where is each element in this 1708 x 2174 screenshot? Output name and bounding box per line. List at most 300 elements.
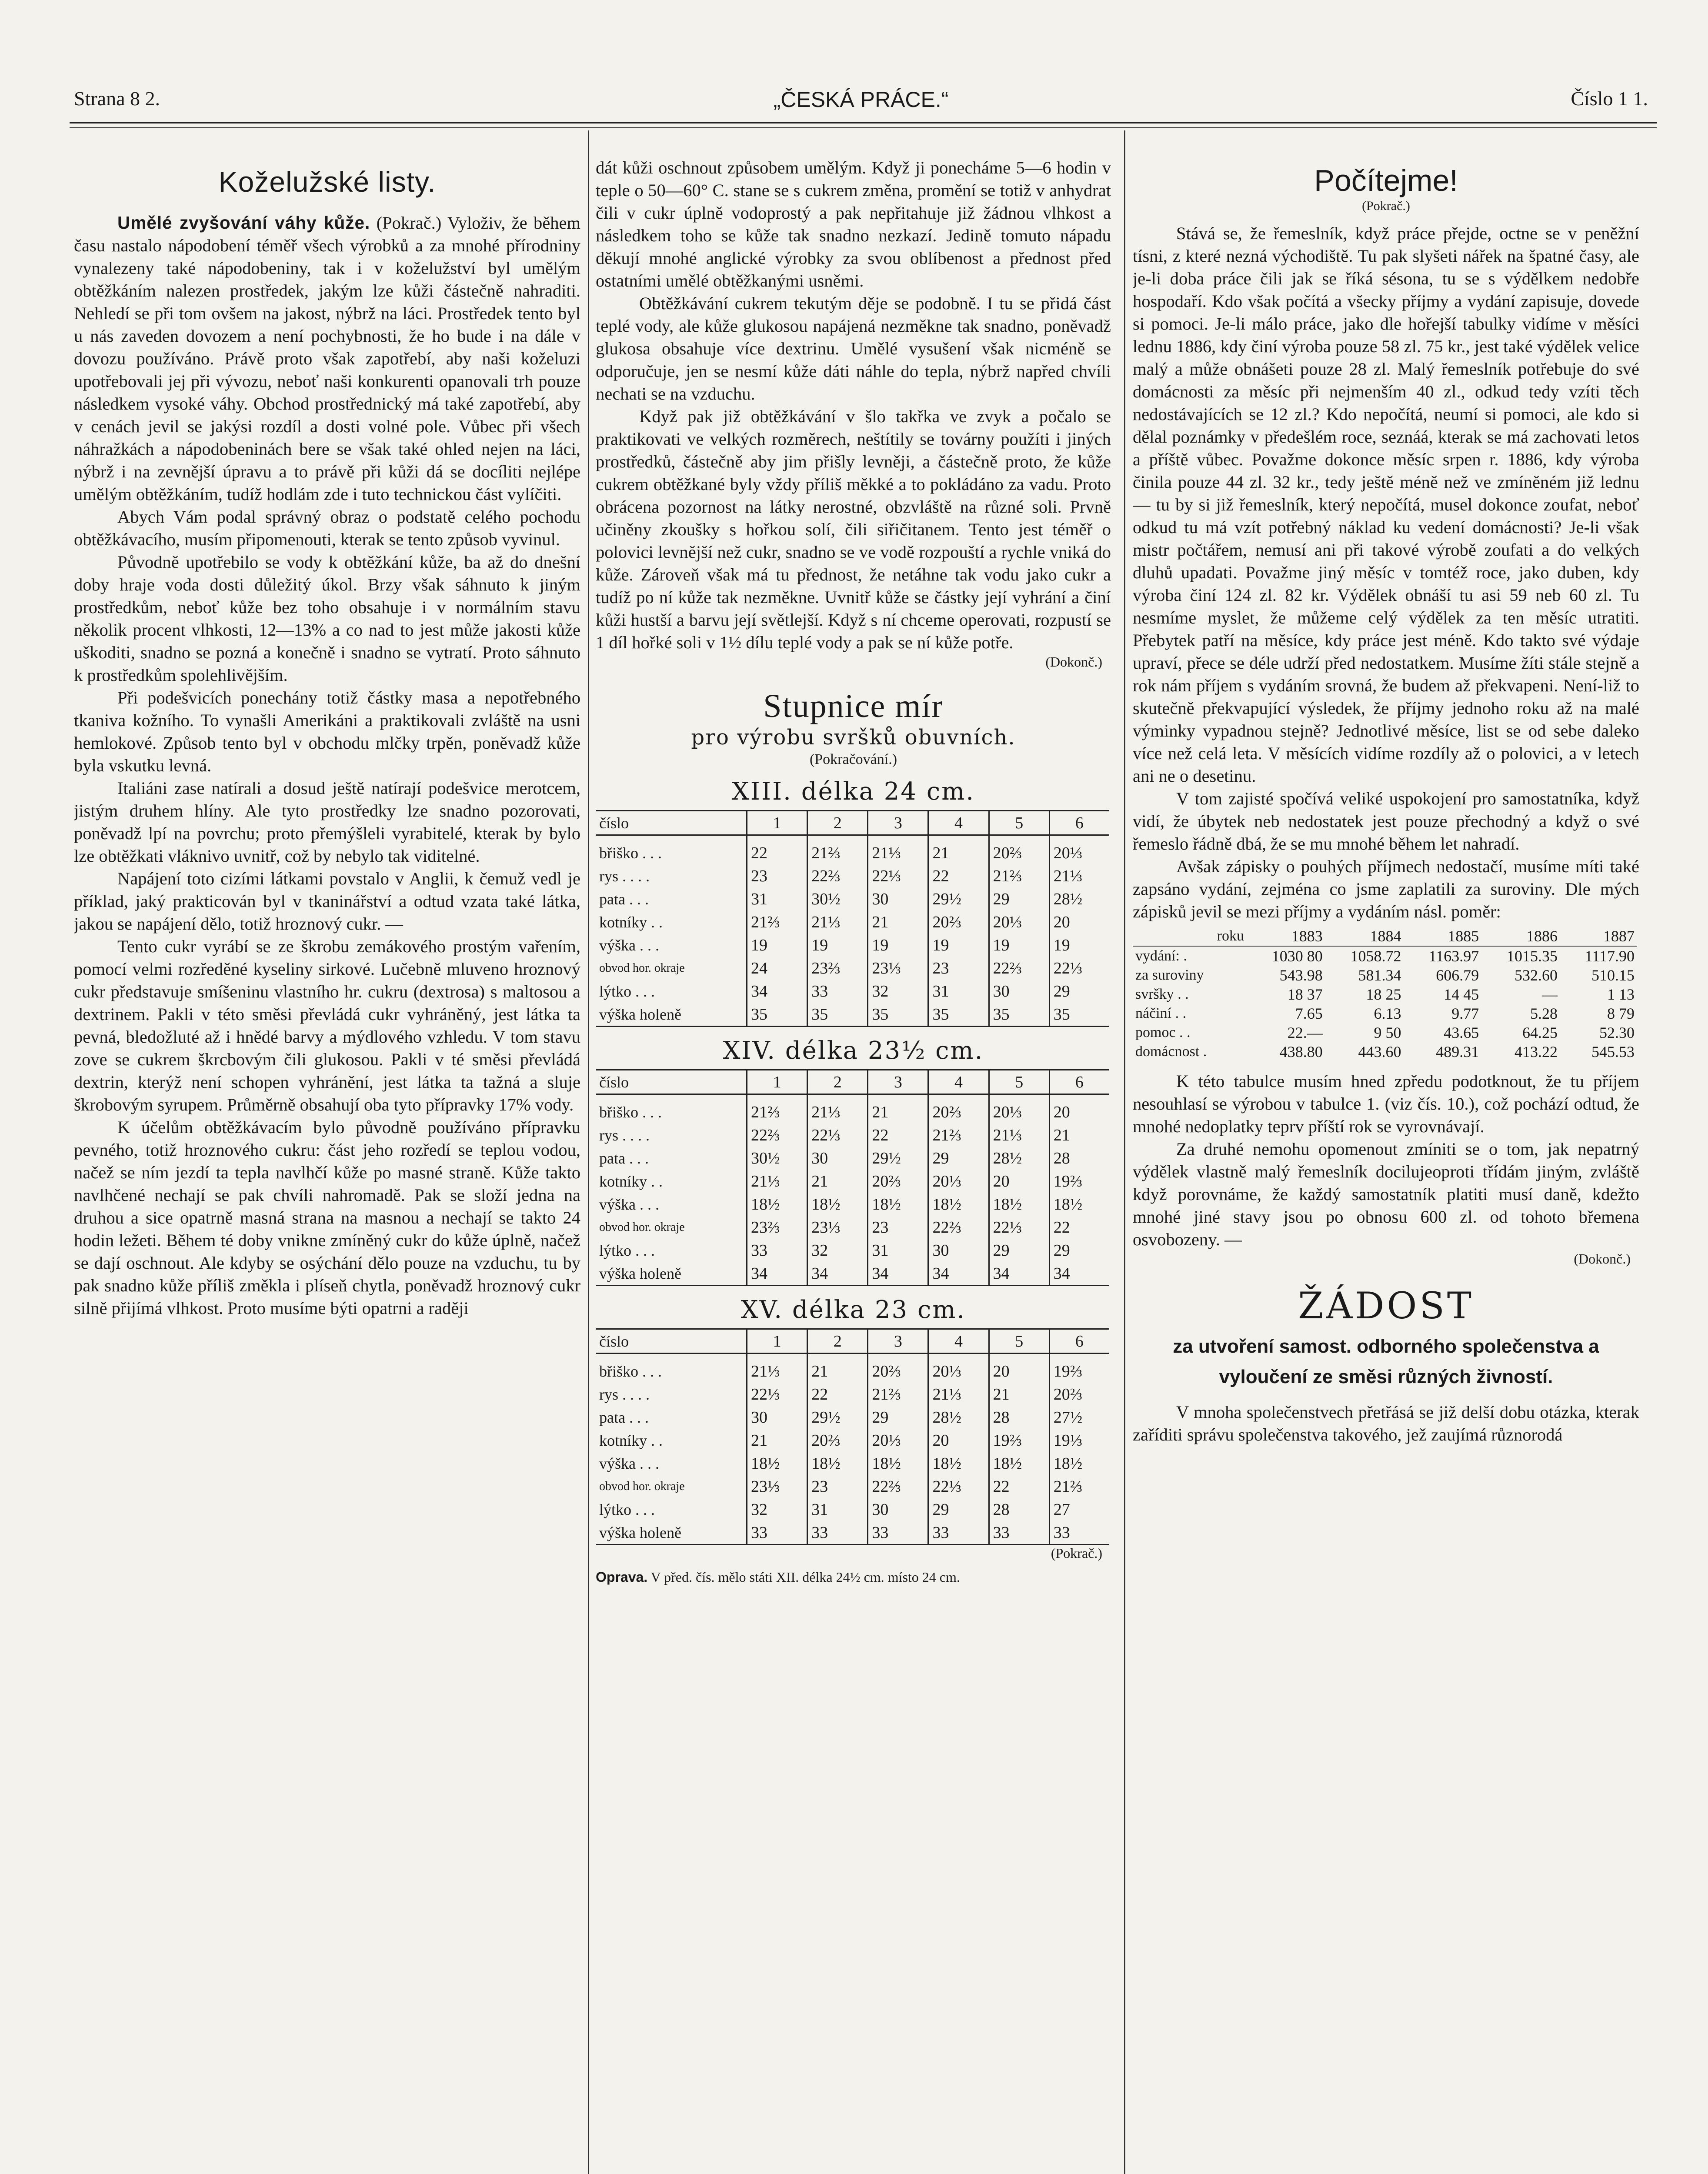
value-cell: 23⅓ xyxy=(747,1475,807,1498)
value-cell: 18½ xyxy=(868,1193,928,1216)
header-number-cell: 4 xyxy=(928,811,989,835)
correction-note xyxy=(596,1568,1111,1586)
value-cell: 30 xyxy=(989,980,1049,1003)
value-cell: 21 xyxy=(989,1383,1049,1406)
row-label-cell: za suroviny xyxy=(1135,967,1204,983)
value-cell: 22⅔ xyxy=(807,864,868,887)
column-2 xyxy=(596,157,1111,2174)
value-cell: 18½ xyxy=(928,1452,989,1475)
paragraph: K účelům obtěžkávacím bylo původně používáno přípravku pevného, totiž hroznového cukru: část jeho rozředí se teplou vodou, načež se ním jezdí ta tepla navlhčí kůže po masné straně. Kůže takto navlhčené nechají se pak chvíli nahromadě. Pak se složí jedna na druhou a sice opatrně masná strana na masnou a nechají se takto 24 hodin ležeti. Během té doby vnikne zmíněný cukr do kůže úplně, načež se dají oschnout. Ale kdyby se osýchání dělo pouze na vzduchu, tu by pak snadno kůže příliš změkla i plíseň chytla, poněvadž hroznový cukr silně přijímá vlhkost. Proto musíme býti opatrni a raději xyxy=(74,1117,580,1318)
value-cell: 33 xyxy=(1049,1521,1109,1545)
row-label-cell: svršky . . xyxy=(1135,986,1189,1002)
header-number-cell: 1 xyxy=(747,811,807,835)
paragraph: Stává se, že řemeslník, když práce přejde, octne se v peněžní tísni, z které nezná východiště. Tu pak slyšeti nářek na špatné časy, ale je-li doba práce čili jak se říká sésona, tu se s výdělkem nedobře hospodaří. Kdo však počítá a všecky příjmy a vydání zapisuje, dovede si pomoci. Je-li málo práce, jako dle hořejší tabulky vidíme v měsíci lednu 1886, kdy činí výroba pouze 58 zl. 75 kr., jest také výdělek velice malý a může obnášeti pouze 28 zl. Malý řemeslník potřebuje do své domácnosti za měsíc při nejmenším 40 zl., odkud tedy vzíti těch nedostávajících se 12 zl.? Kdo nepočítá, neumí si pomoci, ale kdo si dělal poznámky v předešlém roce, seznáá, kterak se má zachovati letos a příště vůbec. Považme dokonce měsíc srpen r. 1886, kdy výroba činila pouze 44 zl. 32 kr., tedy ještě méně než ve zmíněném již lednu — tu by si již řemeslník, který nepočítá, musel dokonce zoufat, neboť odkud tu má vzít potřebný náklad ku vedení domácnosti? Je-li však mistr počtářem, nemusí ani při takové výrobě zoufati a do velkých dluhů upadati. Považme jiný měsíc v tomtéž roce, jako duben, kdy výroba činí 124 zl. 82 kr. Výdělek obnáší tu asi 59 neb 60 zl. Tu nesmíme myslet, že můžeme celý výdělek za ten měsíc utratiti. Přebytek patří na měsíce, kdy práce jest méně. Kdo takto své výdaje upraví, přece se déle udrží před nedostatkem. Musíme žíti stále stejně a rok nám příjem s vydáním srovná, že budem až překvapeni. Není-liž to skutečně překvapující výsledek, že příjmy jednoho roku až na malé výminky vypadnou stejně? Jednotlivé měsíce, list se od sebe daleko více než celá leta. V měsících vidíme rozdíly až o polovici, a v letech ani ne o desetinu. xyxy=(1133,223,1639,786)
row-label-cell: výška holeně xyxy=(596,1521,747,1545)
value-cell: 9 50 xyxy=(1374,1024,1401,1041)
header-number-cell: 3 xyxy=(868,1070,928,1094)
paragraph: Avšak zápisky o pouhých příjmech nedostačí, musíme míti také zapsáno vydání, zejména co jsme zaplatili za suroviny. Dle mých zápisků jevil se mezi příjmy a vydáním násl. poměr: xyxy=(1133,857,1639,921)
issue-number: Číslo 1 1. xyxy=(1571,87,1648,110)
value-cell: 34 xyxy=(807,1262,868,1286)
value-cell: 18½ xyxy=(807,1452,868,1475)
value-cell: 20⅓ xyxy=(928,1354,989,1383)
value-cell: 23 xyxy=(807,1475,868,1498)
value-cell: 20 xyxy=(1049,1094,1109,1124)
value-cell: 22⅓ xyxy=(747,1383,807,1406)
table-row xyxy=(596,835,1109,865)
value-cell: 22 xyxy=(807,1383,868,1406)
value-cell: 20 xyxy=(989,1170,1049,1193)
row-label-cell: obvod hor. okraje xyxy=(599,1479,685,1493)
value-cell: 28½ xyxy=(928,1406,989,1429)
value-cell: 33 xyxy=(928,1521,989,1545)
value-cell: 21⅓ xyxy=(807,910,868,934)
row-label-cell: pata . . . xyxy=(599,890,649,908)
size-table-caption: XIV. délka 23½ cm. xyxy=(723,1037,984,1065)
value-cell: 29 xyxy=(928,1498,989,1521)
value-cell: 22⅓ xyxy=(868,864,928,887)
value-cell: 22.— xyxy=(1287,1024,1323,1041)
value-cell: 20⅔ xyxy=(989,835,1049,865)
value-cell: 18½ xyxy=(807,1193,868,1216)
value-cell: 22 xyxy=(989,1475,1049,1498)
zadost-subtitle-line-2: vyloučení ze směsi různých živností. xyxy=(1219,1366,1553,1387)
value-cell: 28 xyxy=(1049,1147,1109,1170)
header-label-cell: číslo xyxy=(596,1329,747,1354)
value-cell: 31 xyxy=(928,980,989,1003)
header-number-cell: 6 xyxy=(1049,1329,1109,1354)
row-label-cell: domácnost . xyxy=(1135,1044,1207,1060)
value-cell: 18½ xyxy=(1049,1452,1109,1475)
row-label-cell: pomoc . . xyxy=(1135,1024,1191,1040)
value-cell: 22⅓ xyxy=(928,1475,989,1498)
table-row xyxy=(1133,985,1637,1004)
stupnice-subtitle: pro výrobu svršků obuvních. xyxy=(691,725,1016,750)
value-cell: 22 xyxy=(747,835,807,865)
value-cell: 30 xyxy=(868,887,928,910)
value-cell: 29 xyxy=(989,1239,1049,1262)
header-number-cell: 6 xyxy=(1049,811,1109,835)
size-table-caption: XV. délka 23 cm. xyxy=(741,1296,966,1324)
value-cell: 22⅔ xyxy=(747,1124,807,1147)
value-cell: 34 xyxy=(747,980,807,1003)
row-label-cell: pata . . . xyxy=(599,1149,649,1167)
value-cell: 27 xyxy=(1049,1498,1109,1521)
value-cell: 33 xyxy=(989,1521,1049,1545)
value-cell: 29 xyxy=(1049,980,1109,1003)
value-cell: 43.65 xyxy=(1444,1024,1479,1041)
value-cell: 28½ xyxy=(1049,887,1109,910)
header-number-cell: 3 xyxy=(868,811,928,835)
row-label-cell: kotníky . . xyxy=(599,1172,663,1190)
size-table xyxy=(596,1069,1109,1286)
value-cell: 30½ xyxy=(807,887,868,910)
value-cell: 19 xyxy=(868,934,928,957)
row-label-cell: rys . . . . xyxy=(599,1126,650,1144)
table-row xyxy=(596,980,1109,1003)
value-cell: 1117.90 xyxy=(1585,947,1635,965)
table-row xyxy=(596,887,1109,910)
zadost-subtitle-line-1: za utvoření samost. odborného společenstva a xyxy=(1173,1336,1599,1357)
size-table-header-row xyxy=(596,811,1109,835)
table-row xyxy=(596,1193,1109,1216)
row-label-cell: obvod hor. okraje xyxy=(599,961,685,975)
row-label-cell: břiško . . . xyxy=(599,1362,662,1380)
stupnice-title: Stupnice mír xyxy=(763,688,944,724)
row-label-cell: pata . . . xyxy=(599,1408,649,1426)
row-label-cell: výška . . . xyxy=(599,1195,659,1213)
value-cell: 35 xyxy=(747,1003,807,1027)
value-cell: 1015.35 xyxy=(1507,947,1558,965)
value-cell: 18½ xyxy=(989,1452,1049,1475)
value-cell: 22⅓ xyxy=(807,1124,868,1147)
article-lead xyxy=(74,211,580,506)
value-cell: 7.65 xyxy=(1295,1005,1323,1022)
value-cell: 20⅔ xyxy=(928,1094,989,1124)
value-cell: 23⅓ xyxy=(868,957,928,980)
value-cell: 19 xyxy=(989,934,1049,957)
value-cell: 28½ xyxy=(989,1147,1049,1170)
header-number-cell: 2 xyxy=(807,1329,868,1354)
value-cell: 21⅓ xyxy=(747,1170,807,1193)
article-heading: Umělé zvyšování váhy kůže. xyxy=(117,213,370,233)
value-cell: 18½ xyxy=(747,1193,807,1216)
value-cell: 20 xyxy=(1049,910,1109,934)
value-cell: 32 xyxy=(807,1239,868,1262)
row-label-cell: výška holeně xyxy=(596,1003,747,1027)
table-row xyxy=(596,1354,1109,1383)
value-cell: 64.25 xyxy=(1522,1024,1558,1041)
value-cell: 30 xyxy=(747,1406,807,1429)
paragraph: Původně upotřebilo se vody k obtěžkání kůže, ba až do dnešní doby hraje voda dosti důležitý úkol. Brzy však sáhnuto k jiným prostředkům, neboť kůže bez toho obsahuje i v normálním stavu několik procent vlhkosti, 12—13% a co nad to jest může jakosti kůže uškoditi, snadno se pozná a konečně i snadno se vytratí. Proto sáhnuto k prostředkům spolehlivějším. xyxy=(74,552,580,685)
value-cell: 19 xyxy=(928,934,989,957)
value-cell: 18½ xyxy=(868,1452,928,1475)
value-cell: 21 xyxy=(1049,1124,1109,1147)
value-cell: 33 xyxy=(807,1521,868,1545)
paragraph: Když pak již obtěžkávání v šlo takřka ve zvyk a počalo se praktikovati ve velkých rozměrech, neštítily se továrny použíti i jiných prostředků, částečně aby jim přišly levněji, a částečně proto, že kůže cukrem obtěžkané byly vždy příliš měkké a to pokládáno za vadu. Proto obrácena pozornost na látky nerostné, obzvláště na různé soli. Prvně učiněny zkoušky s hořkou solí, čili siřičitanem. Tento jest téměř o polovici levnější než cukr, snadno se ve vodě rozpouští a rychle vniká do kůže. Zároveň však má tu přednost, že netáhne tak vodu jako cukr a tudíž po ní kůže tak nezměkne. Uvnitř kůže se částky její vyhrání a činí kůži hustší a barvu její světlejší. Když s ní chceme operovati, rozpustí se 1 díl hořké soli v 1½ dílu teplé vody a pak se ní kůže potře. xyxy=(596,407,1111,652)
value-cell: 581.34 xyxy=(1358,967,1401,984)
row-label-cell: náčiní . . xyxy=(1135,1005,1187,1021)
value-cell: 20⅔ xyxy=(868,1170,928,1193)
value-cell: 31 xyxy=(868,1239,928,1262)
value-cell: 30 xyxy=(868,1498,928,1521)
row-label-cell: břiško . . . xyxy=(599,844,662,862)
row-label-cell: obvod hor. okraje xyxy=(599,1220,685,1234)
column-divider-1 xyxy=(588,130,589,2174)
row-label-cell: rys . . . . xyxy=(599,867,650,885)
value-cell: 34 xyxy=(989,1262,1049,1286)
value-cell: 18 25 xyxy=(1366,986,1401,1003)
value-cell: 21⅔ xyxy=(747,910,807,934)
value-cell: 23 xyxy=(928,957,989,980)
value-cell: 22⅔ xyxy=(868,1475,928,1498)
paragraph: V tom zajisté spočívá veliké uspokojení pro samostatníka, když vidí, že úbytek neb nedostatek jest pouze přechodný a když o své řemeslo řádně dbá, že se mu mnohé během let nahradí. xyxy=(1133,789,1639,854)
paragraph: dát kůži oschnout způsobem umělým. Když ji ponecháme 5—6 hodin v teple o 50—60° C. stane se s cukrem změna, promění se totiž v anhydrat čili v cukr úplně vodoprostý a pak nepřitahuje již žádnou vlhkost a následkem toho se kůže tak snadno nezkazí. Jedině tomuto nápadu děkují mnohé anglické výrobky za svou oblíbenost a přednost před ostatními umělé obtěžkanými usněmi. xyxy=(596,158,1111,290)
value-cell: 21 xyxy=(807,1354,868,1383)
year-cell: 1887 xyxy=(1560,927,1637,946)
value-cell: 19⅓ xyxy=(1049,1429,1109,1452)
finance-table xyxy=(1133,927,1637,1061)
year-cell: 1885 xyxy=(1404,927,1481,946)
running-header xyxy=(74,87,1648,122)
value-cell: 22⅓ xyxy=(989,1216,1049,1239)
year-cell: 1884 xyxy=(1325,927,1404,946)
value-cell: 18½ xyxy=(1049,1193,1109,1216)
paragraph: K této tabulce musím hned zpředu podotknout, že tu příjem nesouhlasí se výrobou v tabulce 1. (viz čís. 10.), což pochází odtud, že mnohé nedoplatky teprv příští rok se vyrovnávají. xyxy=(1133,1071,1639,1136)
value-cell: 32 xyxy=(747,1498,807,1521)
value-cell: 30½ xyxy=(747,1147,807,1170)
value-cell: 20⅔ xyxy=(928,910,989,934)
value-cell: 18½ xyxy=(928,1193,989,1216)
value-cell: 443.60 xyxy=(1358,1043,1401,1060)
value-cell: 21⅓ xyxy=(1049,864,1109,887)
value-cell: 27½ xyxy=(1049,1406,1109,1429)
value-cell: 22⅓ xyxy=(1049,957,1109,980)
value-cell: 23 xyxy=(868,1216,928,1239)
row-label-cell: lýtko . . . xyxy=(599,1500,655,1518)
row-label-cell: břiško . . . xyxy=(599,1103,662,1121)
value-cell: 28 xyxy=(989,1498,1049,1521)
table-row xyxy=(596,1124,1109,1147)
section-title-kozeluzske: Koželužské listy. xyxy=(218,166,436,198)
value-cell: 22 xyxy=(928,864,989,887)
row-label-cell: kotníky . . xyxy=(599,1431,663,1449)
size-tables xyxy=(596,777,1111,1545)
value-cell: 6.13 xyxy=(1374,1005,1401,1022)
paragraph: Obtěžkávání cukrem tekutým děje se podobně. I tu se přidá část teplé vody, ale kůže glukosou napájená nezměkne tak snadno, poněvadž glukosa obsahuje více dextrinu. Umělé vysušení však nicméně se odporučuje, jen se nesmí kůže dáti náhle do tepla, nýbrž napřed chvíli nechati se na vzduchu. xyxy=(596,293,1111,403)
value-cell: 29 xyxy=(1049,1239,1109,1262)
value-cell: 21 xyxy=(807,1170,868,1193)
page-number: Strana 8 2. xyxy=(74,87,160,110)
row-label-cell: výška holeně xyxy=(596,1262,747,1286)
column-1 xyxy=(74,157,580,2174)
table-row xyxy=(596,1262,1109,1286)
table-row xyxy=(1133,966,1637,985)
value-cell: 20 xyxy=(989,1354,1049,1383)
correction-text: V před. čís. mělo státi XII. délka 24½ cm. místo 24 cm. xyxy=(651,1569,960,1585)
column-divider-2 xyxy=(1124,130,1125,2174)
paragraph: Tento cukr vyrábí se ze škrobu zemákového prostým vařením, pomocí velmi rozředěné kyseliny sirkové. Lučebně mluveno hroznový cukr představuje smíšeninu vlastního hr. cukru (dextrosa) s maltosou a dextrinem. Pakli v této směsi převládá cukr vyhráněný, jest látka ta pevná, bledožluté až i hnědé barvy a mýdlového vzhledu. V tom stavu zove se cukrem škrcbovým čili glukosou. Pakli v té směsi převládá dextrin, kterýž není schopen vyhránění, jest látka ta tažná a sluje škrobovým syrupem. Průměrně obsahují oba tyto přípravky 17% vody. xyxy=(74,937,580,1114)
article-title-pocitejme: Počítejme! xyxy=(1314,163,1458,197)
end-note: (Dokonč.) xyxy=(1045,654,1102,670)
value-cell: 19⅔ xyxy=(1049,1170,1109,1193)
value-cell: 21⅓ xyxy=(868,835,928,865)
header-number-cell: 5 xyxy=(989,1329,1049,1354)
value-cell: 29 xyxy=(928,1147,989,1170)
zadost-title: ŽÁDOST xyxy=(1298,1284,1474,1327)
value-cell: 438.80 xyxy=(1279,1043,1323,1060)
table-row xyxy=(1133,1004,1637,1023)
size-table-header-row xyxy=(596,1329,1109,1354)
size-table-header-row xyxy=(596,1070,1109,1094)
row-label-cell: kotníky . . xyxy=(599,913,663,931)
row-label-cell: výška . . . xyxy=(599,1454,659,1472)
row-label-cell: lýtko . . . xyxy=(599,1241,655,1259)
value-cell: 9.77 xyxy=(1451,1005,1479,1022)
value-cell: 32 xyxy=(868,980,928,1003)
header-number-cell: 2 xyxy=(807,1070,868,1094)
header-number-cell: 1 xyxy=(747,1329,807,1354)
value-cell: 34 xyxy=(1049,1262,1109,1286)
value-cell: 21⅔ xyxy=(989,864,1049,887)
value-cell: 23 xyxy=(747,864,807,887)
value-cell: 413.22 xyxy=(1515,1043,1558,1060)
value-cell: 30 xyxy=(807,1147,868,1170)
value-cell: 1163.97 xyxy=(1428,947,1479,965)
table-row xyxy=(596,1003,1109,1027)
value-cell: 510.15 xyxy=(1591,967,1635,984)
value-cell: 33 xyxy=(747,1239,807,1262)
paragraph: Napájení toto cizími látkami povstalo v Anglii, k čemuž vedl je příklad, jaký prakticován byl v tkaninářství a odtud vzata také látka, jakou se napájení dělo, totiž hroznový cukr. — xyxy=(74,869,580,934)
value-cell: 489.31 xyxy=(1436,1043,1479,1060)
table-row xyxy=(1133,946,1637,966)
value-cell: 22⅔ xyxy=(989,957,1049,980)
value-cell: 21⅔ xyxy=(807,835,868,865)
table-row xyxy=(596,957,1109,980)
end-note: (Dokonč.) xyxy=(1574,1251,1631,1267)
value-cell: — xyxy=(1542,986,1558,1003)
value-cell: 22 xyxy=(1049,1216,1109,1239)
table-row xyxy=(596,1094,1109,1124)
table-row xyxy=(596,1406,1109,1429)
table-row xyxy=(596,1383,1109,1406)
value-cell: 20⅔ xyxy=(868,1354,928,1383)
value-cell: 35 xyxy=(807,1003,868,1027)
paragraph: Za druhé nemohu opomenout zmíniti se o tom, jak nepatrný výdělek vlastně malý řemeslník docilujeoproti třídám jiným, zvláště když porovnáme, že každý samostatník platiti musí daně, kdežto mnohé jiné stavy jsou po obnosu 600 zl. od tohoto břemena osvobozeny. — xyxy=(1133,1139,1639,1249)
year-cell: 1883 xyxy=(1247,927,1325,946)
value-cell: 14 45 xyxy=(1444,986,1479,1003)
header-number-cell: 6 xyxy=(1049,1070,1109,1094)
value-cell: 31 xyxy=(807,1498,868,1521)
value-cell: 19 xyxy=(747,934,807,957)
value-cell: 34 xyxy=(747,1262,807,1286)
table-row xyxy=(1133,1023,1637,1042)
year-cell: 1886 xyxy=(1481,927,1560,946)
value-cell: 8 79 xyxy=(1607,1005,1635,1022)
value-cell: 1 13 xyxy=(1607,986,1635,1003)
row-label-cell: lýtko . . . xyxy=(599,982,655,1000)
table-row xyxy=(1133,1042,1637,1061)
row-label-cell: vydání: . xyxy=(1135,948,1187,964)
value-cell: 21⅔ xyxy=(747,1094,807,1124)
header-number-cell: 4 xyxy=(928,1070,989,1094)
value-cell: 20⅓ xyxy=(989,1094,1049,1124)
value-cell: 19 xyxy=(807,934,868,957)
value-cell: 18½ xyxy=(989,1193,1049,1216)
table-row xyxy=(596,864,1109,887)
value-cell: 29½ xyxy=(868,1147,928,1170)
paragraph: Italiáni zase natírali a dosud ještě natírají podešvice merotcem, jistým druhem hlíny. Ale tyto prostředky lze snadno pozorovati, poněvadž lpí na povrchu; proto přemýšleli vyrabitelé, kterak by bylo lze obtěžkati vláknivo uvnitř, což by nebylo tak viditelné. xyxy=(74,778,580,866)
value-cell: 29½ xyxy=(928,887,989,910)
value-cell: 35 xyxy=(868,1003,928,1027)
row-label-cell: rys . . . . xyxy=(599,1385,650,1403)
table-row xyxy=(596,1170,1109,1193)
table-row xyxy=(596,1239,1109,1262)
value-cell: 21⅓ xyxy=(928,1383,989,1406)
table-row xyxy=(596,1147,1109,1170)
header-label-cell: číslo xyxy=(596,1070,747,1094)
value-cell: 1030 80 xyxy=(1271,947,1323,965)
value-cell: 532.60 xyxy=(1515,967,1558,984)
finance-body xyxy=(1133,946,1637,1061)
value-cell: 543.98 xyxy=(1279,967,1323,984)
header-rule xyxy=(70,122,1657,123)
stupnice-continued: (Pokračování.) xyxy=(809,751,897,767)
value-cell: 21 xyxy=(868,1094,928,1124)
value-cell: 21⅓ xyxy=(989,1124,1049,1147)
value-cell: 21 xyxy=(747,1429,807,1452)
size-table xyxy=(596,810,1109,1027)
value-cell: 35 xyxy=(989,1003,1049,1027)
header-number-cell: 2 xyxy=(807,811,868,835)
table-row xyxy=(596,1429,1109,1452)
value-cell: 20⅓ xyxy=(1049,835,1109,865)
value-cell: 21 xyxy=(928,835,989,865)
value-cell: 20⅓ xyxy=(989,910,1049,934)
column-3 xyxy=(1133,157,1639,2174)
table-row xyxy=(596,1452,1109,1475)
table-row xyxy=(596,1498,1109,1521)
value-cell: 29½ xyxy=(807,1406,868,1429)
value-cell: 1058.72 xyxy=(1350,947,1401,965)
value-cell: 29 xyxy=(989,887,1049,910)
table-row xyxy=(596,1521,1109,1545)
value-cell: 34 xyxy=(928,1262,989,1286)
value-cell: 20⅔ xyxy=(807,1429,868,1452)
header-number-cell: 1 xyxy=(747,1070,807,1094)
value-cell: 21⅓ xyxy=(747,1354,807,1383)
value-cell: 23⅔ xyxy=(807,957,868,980)
table-row xyxy=(596,1216,1109,1239)
paragraph: Abych Vám podal správný obraz o podstatě celého pochodu obtěžkávacího, musím připomenouti, kterak se tento způsob vyvinul. xyxy=(74,507,580,549)
value-cell: 5.28 xyxy=(1530,1005,1558,1022)
journal-title: „ČESKÁ PRÁCE.“ xyxy=(773,87,949,112)
value-cell: 24 xyxy=(747,957,807,980)
header-label-cell: číslo xyxy=(596,811,747,835)
value-cell: 28 xyxy=(989,1406,1049,1429)
table-row xyxy=(596,1475,1109,1498)
table-row xyxy=(596,934,1109,957)
value-cell: 19 xyxy=(1049,934,1109,957)
year-label: roku xyxy=(1133,927,1247,946)
header-number-cell: 5 xyxy=(989,1070,1049,1094)
paragraph: (Pokrač.) Vyloživ, že během času nastalo nápodobení téměř všech výrobků a za mnohé přírodniny vynalezeny také nápodobeniny, tak i v koželužství byl umělým obtěžkáním nalezen prostředek, jakým lze kůži částečně nahraditi. Nehledí se při tom ovšem na jakost, nýbrž na láci. Prostředek tento byl u nás zaveden dovozem a není pochybnosti, že ho bude i na dále v dovozu používáno. Právě proto však zapotřebí, aby naši koželuzi upotřebovali jej při vývozu, neboť naši konkurenti opanovali trh pouze následkem vysoké váhy. Obchod prostřednický má také zapotřebí, aby v cenách jevil se jakýsi rozdíl a dosti volné pole. Vůbec při všech náhražkách a nápodobeninách bere se však také ohled nejen na láci, nýbrž i na zevnější úpravu a to právě při kůži dá se docíliti nejlépe umělým obtěžkáním, tudíž hodlám zde i tuto technickou část vylíčiti. xyxy=(74,213,580,504)
value-cell: 21⅓ xyxy=(807,1094,868,1124)
value-cell: 33 xyxy=(807,980,868,1003)
value-cell: 33 xyxy=(868,1521,928,1545)
value-cell: 545.53 xyxy=(1591,1043,1635,1060)
value-cell: 33 xyxy=(747,1521,807,1545)
header-number-cell: 5 xyxy=(989,811,1049,835)
value-cell: 35 xyxy=(928,1003,989,1027)
value-cell: 35 xyxy=(1049,1003,1109,1027)
value-cell: 20 xyxy=(928,1429,989,1452)
finance-header-row xyxy=(1133,927,1637,946)
value-cell: 20⅓ xyxy=(868,1429,928,1452)
value-cell: 606.79 xyxy=(1436,967,1479,984)
paragraph: V mnoha společenstvech přetřásá se již delší dobu otázka, kterak zaříditi správu společenstva takového, jež zaujímá různorodá xyxy=(1133,1402,1639,1444)
value-cell: 19⅔ xyxy=(1049,1354,1109,1383)
value-cell: 23⅔ xyxy=(747,1216,807,1239)
table-row xyxy=(596,910,1109,934)
value-cell: 52.30 xyxy=(1599,1024,1635,1041)
value-cell: 21⅔ xyxy=(928,1124,989,1147)
zadost-subtitle xyxy=(1133,1331,1639,1392)
article-continued: (Pokrač.) xyxy=(1362,199,1410,213)
value-cell: 29 xyxy=(868,1406,928,1429)
value-cell: 18½ xyxy=(747,1452,807,1475)
row-label-cell: výška . . . xyxy=(599,936,659,954)
header-rule-thin xyxy=(70,127,1657,128)
